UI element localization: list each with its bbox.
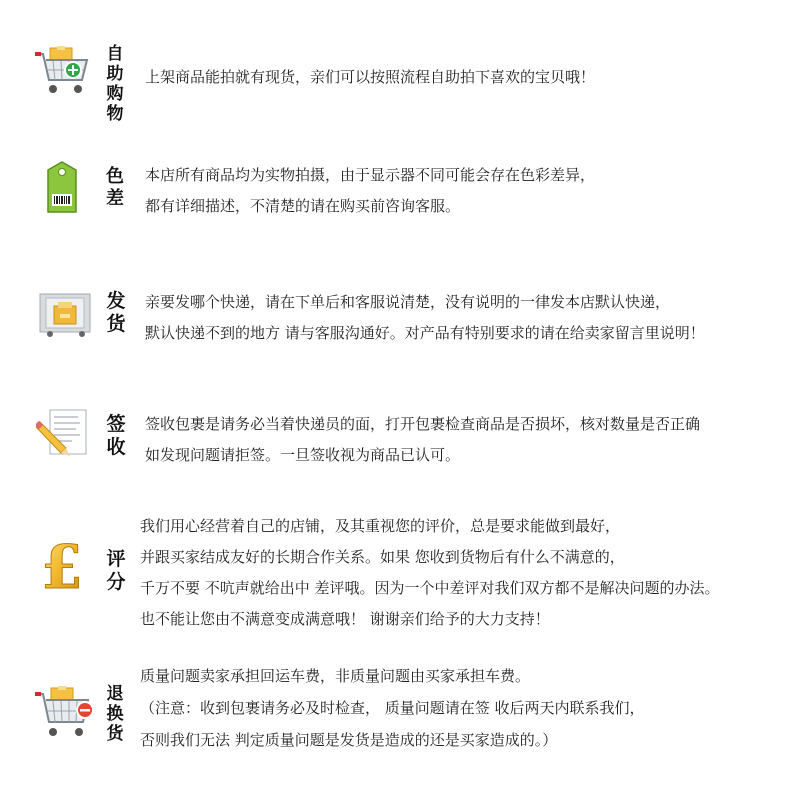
section-text-line: 并跟买家结成友好的长期合作关系。如果 您收到货物后有什么不满意的， bbox=[140, 548, 625, 566]
section-text-line: 千万不要 不吭声就给出中 差评哦。因为一个中差评对我们双方都不是解决问题的办法。 bbox=[140, 579, 720, 597]
section-heading-rating bbox=[104, 548, 128, 594]
section-text-line: 上架商品能拍就有现货，亲们可以按照流程自助拍下喜欢的宝贝哦！ bbox=[145, 68, 596, 86]
section-text-line: 亲要发哪个快递，请在下单后和客服说清楚，没有说明的一律发本店默认快递， bbox=[145, 293, 671, 311]
section-heading-return-exchange bbox=[104, 684, 126, 744]
delivery-truck-box-icon bbox=[38, 292, 94, 338]
section-heading-shipping bbox=[104, 290, 128, 336]
section-text-line: 如发现问题请拒签。一旦签收视为商品已认可。 bbox=[145, 446, 461, 464]
document-pencil-icon bbox=[36, 408, 92, 460]
section-heading-self-service bbox=[104, 44, 126, 124]
heading-text: 签收 bbox=[106, 413, 126, 458]
shopping-cart-remove-icon bbox=[33, 684, 97, 742]
section-heading-color-difference bbox=[104, 166, 126, 210]
svg-text:£: £ bbox=[41, 533, 83, 596]
heading-text: 退换货 bbox=[106, 684, 124, 744]
section-text-line: 本店所有商品均为实物拍摄，由于显示器不同可能会存在色彩差异， bbox=[145, 166, 596, 184]
heading-text: 评分 bbox=[106, 548, 126, 593]
section-heading-sign-for bbox=[104, 413, 128, 459]
heading-text: 色差 bbox=[106, 166, 124, 209]
heading-text: 自助购物 bbox=[106, 44, 124, 124]
section-text-line: 质量问题卖家承担回运车费，非质量问题由买家承担车费。 bbox=[140, 667, 531, 685]
gold-pound-sign-icon bbox=[38, 532, 86, 596]
section-text-line: 默认快递不到的地方 请与客服沟通好。对产品有特别要求的请在给卖家留言里说明！ bbox=[145, 324, 705, 342]
section-text-line: 签收包裹是请务必当着快递员的面，打开包裹检查商品是否损坏，核对数量是否正确 bbox=[145, 415, 701, 433]
section-text-line: 也不能让您由不满意变成满意哦！ 谢谢亲们给予的大力支持！ bbox=[140, 610, 550, 628]
shopping-cart-add-icon bbox=[33, 44, 93, 100]
heading-text: 发货 bbox=[106, 290, 126, 335]
green-price-tag-icon bbox=[42, 160, 82, 216]
section-text-line: 我们用心经营着自己的店铺，及其重视您的评价，总是要求能做到最好， bbox=[140, 517, 621, 535]
section-text-line: 否则我们无法 判定质量问题是发货是造成的还是买家造成的。） bbox=[140, 731, 558, 749]
section-text-line: （注意：收到包裹请务必及时检查， 质量问题请在签 收后两天内联系我们， bbox=[140, 699, 645, 717]
section-text-line: 都有详细描述，不清楚的请在购买前咨询客服。 bbox=[145, 197, 461, 215]
